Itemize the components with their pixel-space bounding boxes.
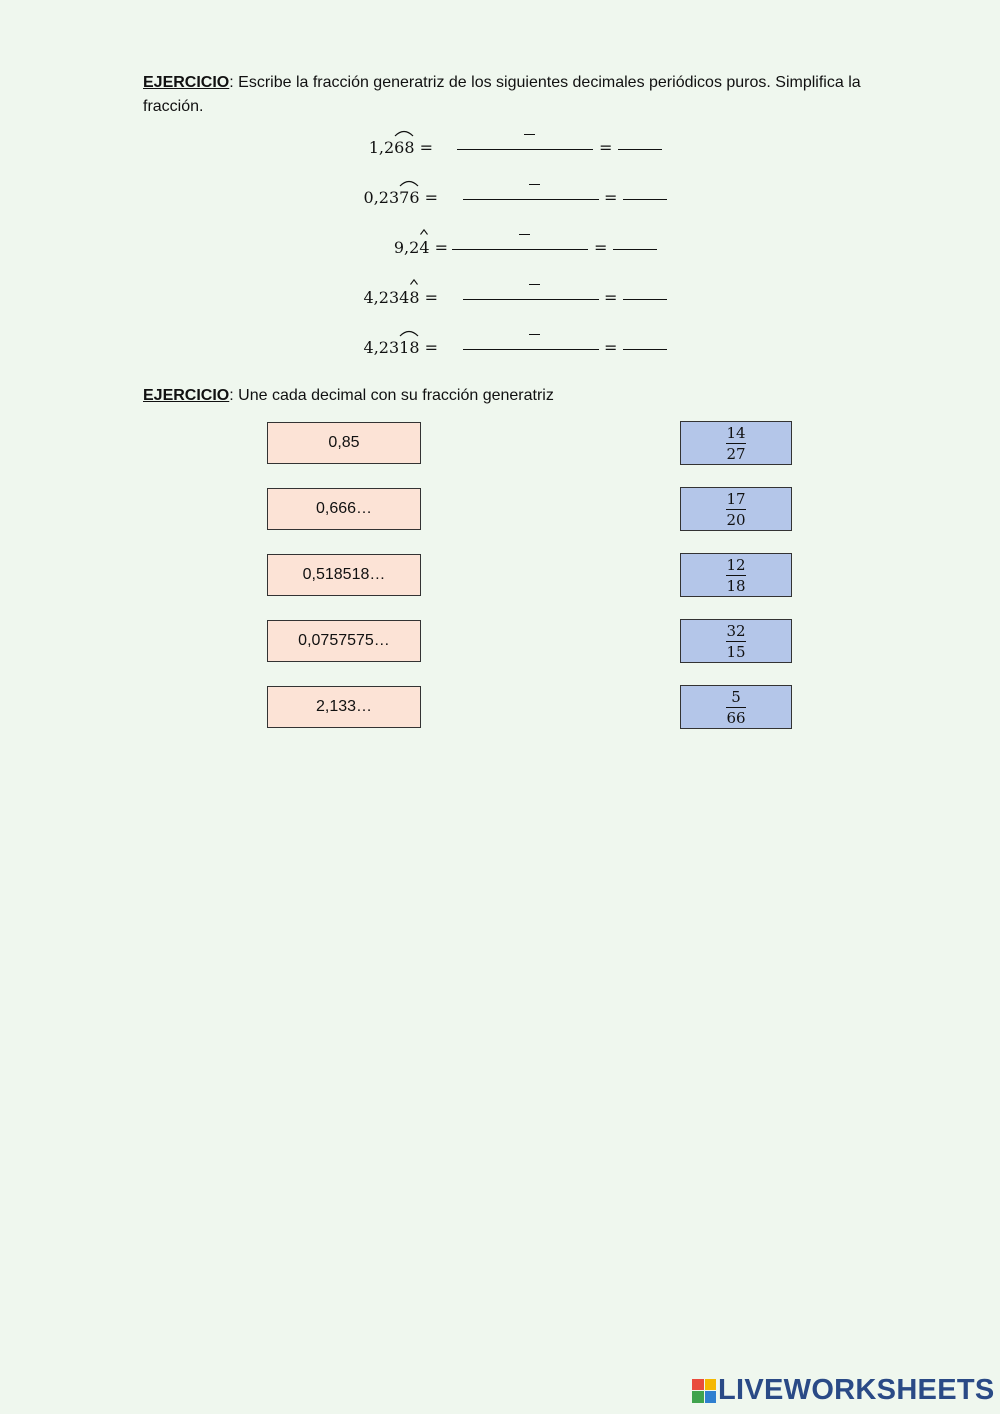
fraction-bar	[726, 575, 746, 576]
periodic-decimal-5: 4,23 18 =	[318, 338, 438, 357]
fraction-bar	[726, 443, 746, 444]
exercise-1-keyword: EJERCICIO	[143, 74, 230, 91]
liveworksheets-logo-icon	[692, 1379, 716, 1403]
decimal-box-1[interactable]	[267, 422, 421, 464]
answer-line-fraction[interactable]	[452, 249, 588, 250]
denominator: 20	[726, 510, 746, 529]
decimal-label: 0,666…	[315, 500, 373, 517]
periodic-decimal-3: 9,2 4 =	[328, 238, 448, 257]
answer-line-fraction[interactable]	[463, 199, 599, 200]
equation-row-3	[0, 232, 1000, 266]
equals-sign: =	[604, 338, 618, 357]
numerator: 5	[731, 687, 741, 706]
decimal-box-5[interactable]	[267, 686, 421, 728]
periodic-decimal-4: 4,234 8 =	[318, 288, 438, 307]
decimal-label: 2,133…	[315, 698, 373, 715]
periodic-decimal-1: 1,2 68 =	[313, 138, 433, 157]
numerator: 32	[726, 621, 746, 640]
denominator: 66	[726, 708, 746, 727]
answer-line-simplified[interactable]	[623, 349, 667, 350]
decimal-box-3[interactable]	[267, 554, 421, 596]
exercise-2-instruction	[143, 384, 893, 408]
equation-row-2	[0, 182, 1000, 216]
fraction-bar	[726, 707, 746, 708]
equation-row-1	[0, 132, 1000, 166]
numerator: 14	[726, 423, 746, 442]
fraction-box-3[interactable]	[680, 553, 792, 597]
decimal-box-4[interactable]	[267, 620, 421, 662]
denominator: 15	[726, 642, 746, 661]
answer-line-simplified[interactable]	[623, 199, 667, 200]
fraction	[726, 688, 746, 727]
answer-line-simplified[interactable]	[623, 299, 667, 300]
fraction-bar	[726, 641, 746, 642]
decimal-label: 0,85	[328, 434, 360, 451]
exercise-1-text: : Escribe la fracción generatriz de los siguientes decimales periódicos puros. Simplifica la fracción.	[143, 74, 861, 115]
fraction	[726, 490, 746, 529]
numerator-dash	[524, 134, 535, 135]
exercise-2-keyword: EJERCICIO	[143, 387, 230, 404]
equation-row-5	[0, 332, 1000, 366]
decimal-box-2[interactable]	[267, 488, 421, 530]
periodic-decimal-2: 0,23 76 =	[318, 188, 438, 207]
numerator: 12	[726, 555, 746, 574]
fraction	[726, 424, 746, 463]
numerator-dash	[519, 234, 530, 235]
fraction-box-1[interactable]	[680, 421, 792, 465]
answer-line-fraction[interactable]	[457, 149, 593, 150]
exercise-1-instruction	[143, 71, 893, 119]
equals-sign: =	[604, 288, 618, 307]
answer-line-fraction[interactable]	[463, 349, 599, 350]
decimal-label: 0,518518…	[302, 566, 386, 583]
fraction-box-2[interactable]	[680, 487, 792, 531]
answer-line-simplified[interactable]	[613, 249, 657, 250]
equation-row-4	[0, 282, 1000, 316]
fraction-box-5[interactable]	[680, 685, 792, 729]
fraction-bar	[726, 509, 746, 510]
numerator-dash	[529, 284, 540, 285]
equals-sign: =	[594, 238, 608, 257]
fraction	[726, 622, 746, 661]
denominator: 18	[726, 576, 746, 595]
fraction-box-4[interactable]	[680, 619, 792, 663]
decimal-label: 0,0757575…	[298, 632, 390, 649]
answer-line-simplified[interactable]	[618, 149, 662, 150]
fraction	[726, 556, 746, 595]
denominator: 27	[726, 444, 746, 463]
equals-sign: =	[604, 188, 618, 207]
equals-sign: =	[599, 138, 613, 157]
numerator-dash	[529, 184, 540, 185]
numerator-dash	[529, 334, 540, 335]
answer-line-fraction[interactable]	[463, 299, 599, 300]
liveworksheets-logo[interactable]	[692, 1374, 995, 1407]
exercise-2-text: : Une cada decimal con su fracción generatriz	[229, 387, 554, 404]
logo-text: LIVEWORKSHEETS	[718, 1374, 995, 1406]
numerator: 17	[726, 489, 746, 508]
